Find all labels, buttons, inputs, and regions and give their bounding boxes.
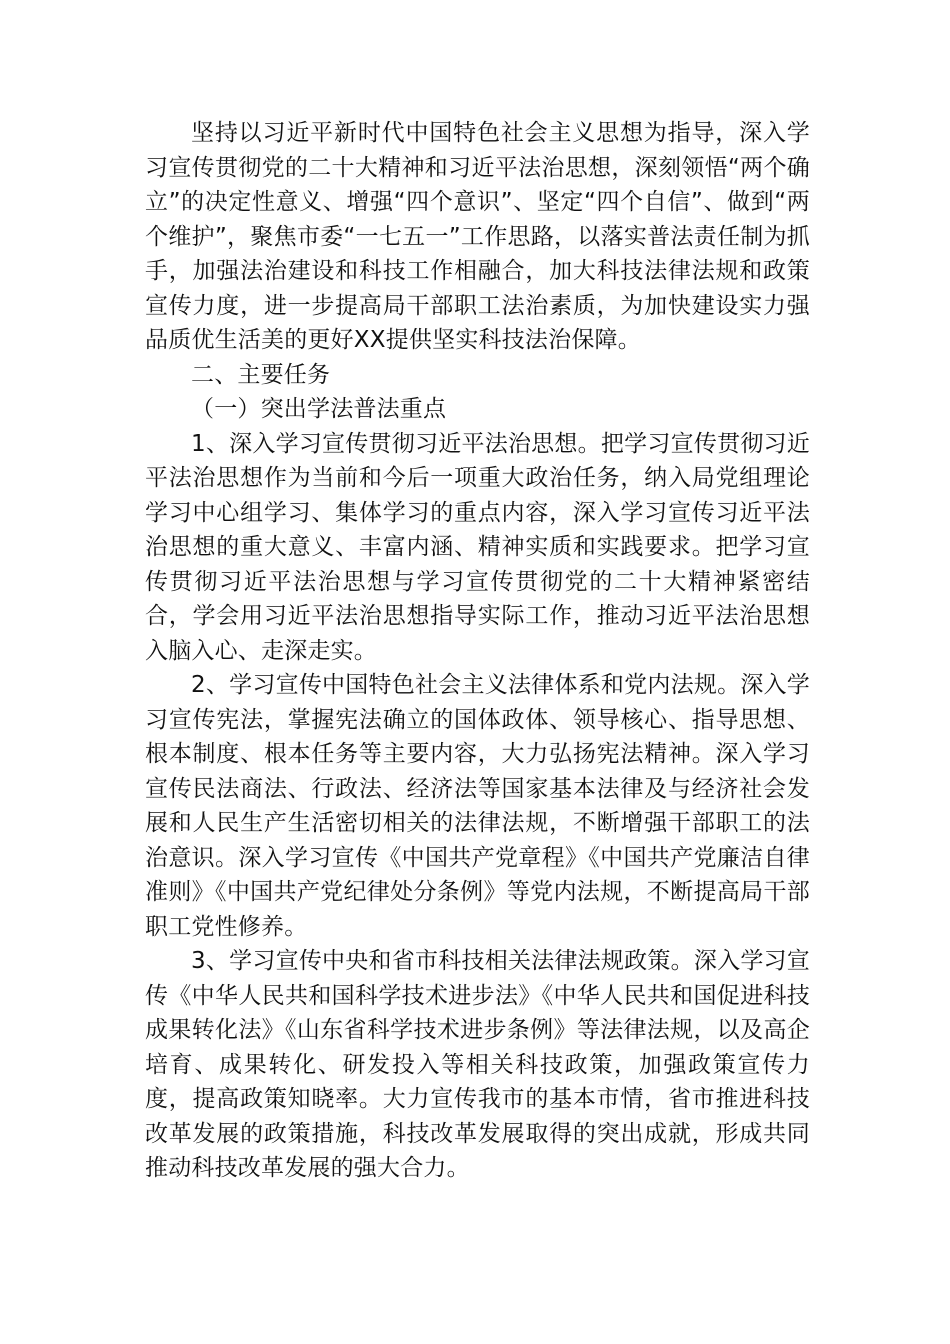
- task-paragraph-1: 1、深入学习宣传贯彻习近平法治思想。把学习宣传贯彻习近平法治思想作为当前和今后一项重大政治任务，纳入局党组理论学习中心组学习、集体学习的重点内容，深入学习宣传习近平法治思想的重大意义、丰富内涵、精神实质和实践要求。把学习宣传贯彻习近平法治思想与学习宣传贯彻党的二十大精神紧密结合，学会用习近平法治思想指导实际工作，推动习近平法治思想入脑入心、走深走实。: [145, 430, 810, 664]
- document-body: [145, 116, 810, 1186]
- task-paragraph-3: 3、学习宣传中央和省市科技相关法律法规政策。深入学习宣传《中华人民共和国科学技术进步法》《中华人民共和国促进科技成果转化法》《山东省科学技术进步条例》等法律法规，以及高企培育、成果转化、研发投入等相关科技政策，加强政策宣传力度，提高政策知晓率。大力宣传我市的基本市情，省市推进科技改革发展的政策措施，科技改革发展取得的突出成就，形成共同推动科技改革发展的强大合力。: [145, 948, 810, 1181]
- section-heading-main-tasks: 二、主要任务: [191, 361, 331, 388]
- subsection-heading-law-learning: （一）突出学法普法重点: [191, 396, 447, 422]
- task-paragraph-2: 2、学习宣传中国特色社会主义法律体系和党内法规。深入学习宣传宪法，掌握宪法确立的国体政体、领导核心、指导思想、根本制度、根本任务等主要内容，大力弘扬宪法精神。深入学习宣传民法商法、行政法、经济法等国家基本法律及与经济社会发展和人民生产生活密切相关的法律法规，不断增强干部职工的法治意识。深入学习宣传《中国共产党章程》《中国共产党廉洁自律准则》《中国共产党纪律处分条例》等党内法规，不断提高局干部职工党性修养。: [145, 672, 810, 940]
- intro-paragraph: 坚持以习近平新时代中国特色社会主义思想为指导，深入学习宣传贯彻党的二十大精神和习近平法治思想，深刻领悟“两个确立”的决定性意义、增强“四个意识”、坚定“四个自信”、做到“两个维护”，聚焦市委“一七五一”工作思路，以落实普法责任制为抓手，加强法治建设和科技工作相融合，加大科技法律法规和政策宣传力度，进一步提高局干部职工法治素质，为加快建设实力强品质优生活美的更好XX提供坚实科技法治保障。: [145, 120, 810, 353]
